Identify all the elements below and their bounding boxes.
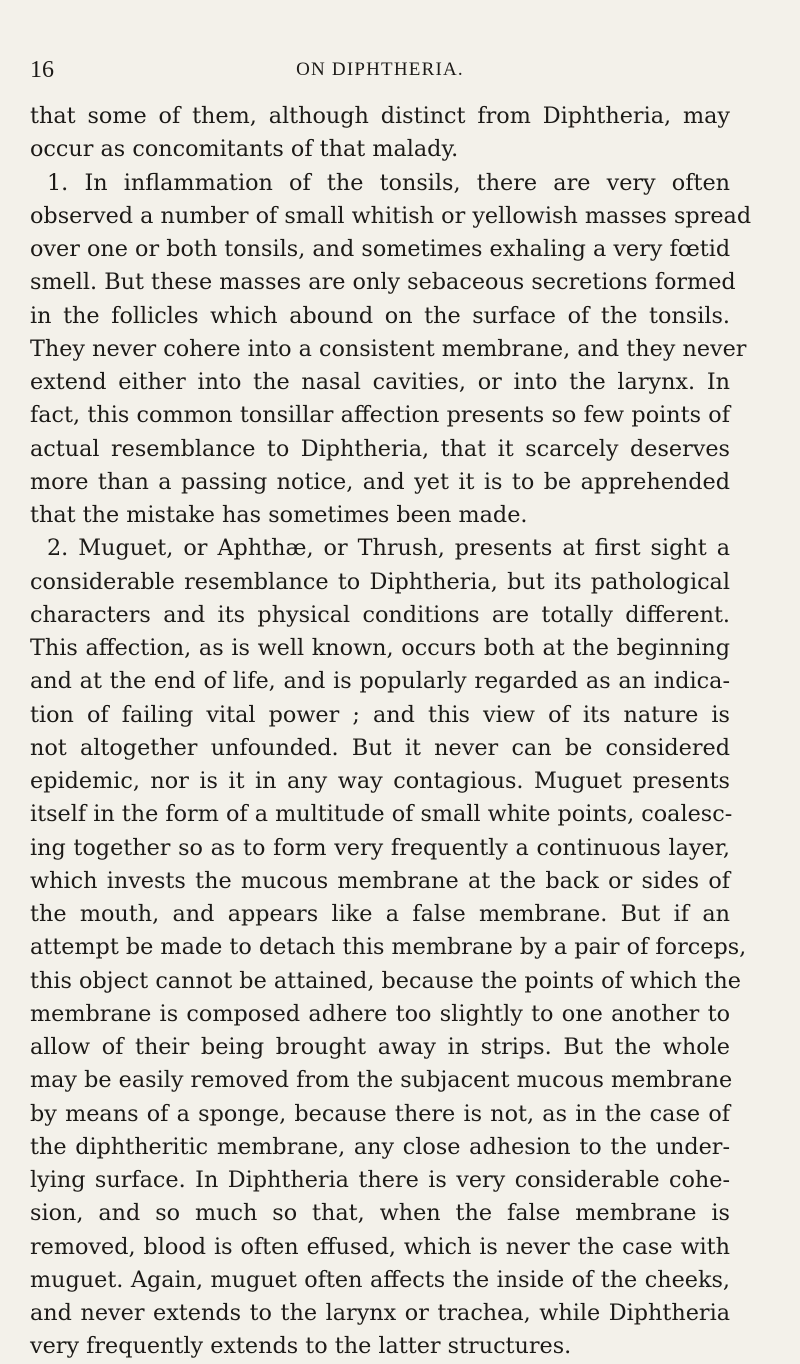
text-line: this object cannot be attained, because the points of which the (30, 967, 741, 994)
text-line: allow of their being brought away in strips. But the whole (30, 1034, 730, 1060)
text-line: 1. In inflammation of the tonsils, there are very often (47, 169, 730, 196)
text-line: the mouth, and appears like a false membrane. But if an (30, 901, 730, 927)
text-line: lying surface. In Diphtheria there is very considerable cohe- (30, 1167, 730, 1193)
text-line: by means of a sponge, because there is not, as in the case of (30, 1100, 730, 1127)
text-line: membrane is composed adhere too slightly to one another to (30, 1000, 730, 1027)
text-line: muguet. Again, muguet often affects the inside of the cheeks, (30, 1266, 730, 1293)
text-line: epidemic, nor is it in any way contagious. Muguet presents (30, 768, 730, 794)
text-line: and at the end of life, and is popularly regarded as an indica- (30, 668, 730, 695)
text-line: tion of failing vital power ; and this view of its nature is (30, 701, 730, 728)
text-line: more than a passing notice, and yet it is to be apprehended (30, 468, 730, 495)
text-line: not altogether unfounded. But it never can be considered (30, 734, 730, 761)
text-line: ing together so as to form very frequently a continuous layer, (30, 834, 730, 861)
text-line: 2. Muguet, or Aphthæ, or Thrush, presents at first sight a (47, 535, 730, 562)
text-line: extend either into the nasal cavities, or into the larynx. In (30, 369, 730, 395)
body-text (30, 100, 752, 1364)
text-line: that some of them, although distinct from Diphtheria, may (30, 103, 730, 129)
text-line: which invests the mucous membrane at the back or sides of (30, 867, 730, 894)
text-line: and never extends to the larynx or trachea, while Diphtheria (30, 1300, 730, 1326)
text-line: fact, this common tonsillar affection presents so few points of (30, 402, 730, 429)
text-line: attempt be made to detach this membrane by a pair of forceps, (30, 934, 747, 961)
text-line: They never cohere into a consistent membrane, and they never (30, 335, 747, 362)
text-line: characters and its physical conditions are totally different. (30, 601, 730, 628)
page-number: 16 (30, 57, 54, 83)
text-line: observed a number of small whitish or yellowish masses spread (30, 202, 752, 229)
text-line: This affection, as is well known, occurs both at the beginning (30, 635, 730, 661)
text-line: itself in the form of a multitude of small white points, coalesc- (30, 801, 733, 828)
text-line: occur as concomitants of that malady. (30, 136, 459, 163)
text-line: smell. But these masses are only sebaceous secretions formed (30, 269, 736, 296)
text-line: removed, blood is often effused, which is never the case with (30, 1233, 730, 1260)
running-title: ON DIPHTHERIA. (296, 59, 464, 80)
text-line: in the follicles which abound on the surface of the tonsils. (30, 302, 730, 329)
text-line: sion, and so much so that, when the false membrane is (30, 1200, 730, 1227)
text-line: actual resemblance to Diphtheria, that it scarcely deserves (30, 435, 730, 462)
text-line: that the mistake has sometimes been made. (30, 502, 528, 528)
text-line: the diphtheritic membrane, any close adhesion to the under- (30, 1133, 730, 1160)
text-line: may be easily removed from the subjacent mucous membrane (30, 1067, 733, 1094)
text-line: considerable resemblance to Diphtheria, but its pathological (30, 568, 730, 595)
running-head (30, 56, 730, 84)
text-line: over one or both tonsils, and sometimes exhaling a very fœtid (30, 236, 731, 262)
text-line: very frequently extends to the latter structures. (30, 1333, 572, 1360)
